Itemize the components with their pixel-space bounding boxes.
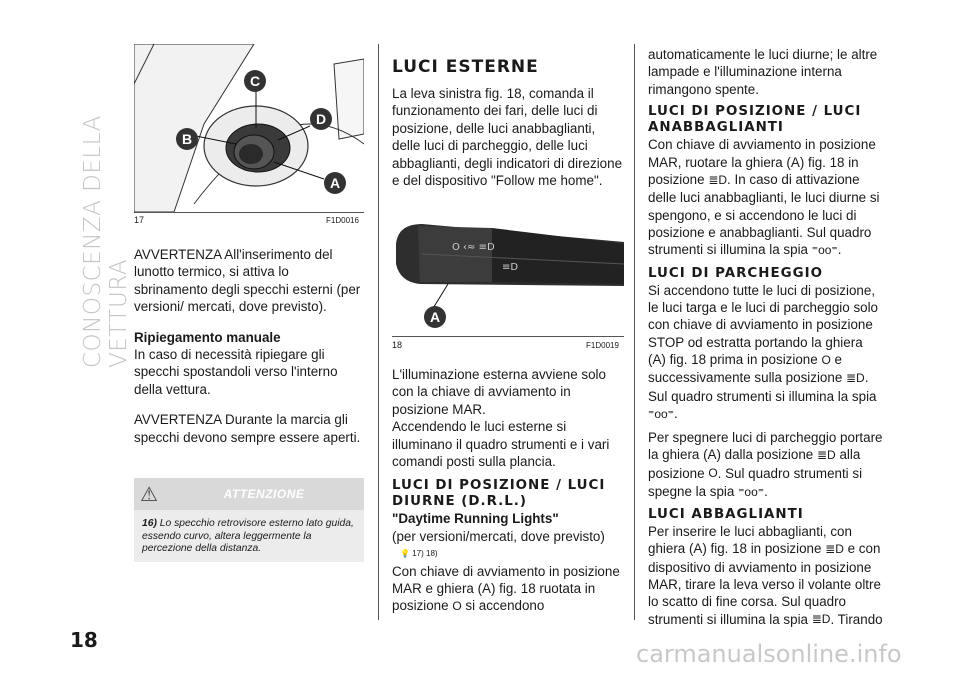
footer-watermark: carmanualsonline.info <box>636 640 902 668</box>
warning-rear-defrost: AVVERTENZA All'inserimento del lunotto termico, si attiva lo sbrinamento degli specchi esterni (per versioni/ mercati, dove previsto). <box>134 247 361 315</box>
parking-body-1: Si accendono tutte le luci di posizione, le luci targa e le luci di parcheggio solo con chiave di avviamento in posizione STOP od estratta portando la ghiera (A) fig. 18 prima in posizione <box>648 282 879 368</box>
figure-17-number: 17 <box>134 215 145 225</box>
high-beam-body-2: e con dispositivo di avviamento in posizione MAR, tirare la leva verso il volante oltre lo scatto di fine corsa. Sul quadro strumenti si illumina la spia <box>648 541 881 627</box>
low-beam-body-2: . In caso di attivazione delle luci anabbaglianti, le luci diurne si spengono, e si accendono le luci di posizione e anabbaglianti. Sul quadro strumenti si illumina la spia <box>648 172 880 258</box>
drl-activation-end: si accendono <box>465 598 545 614</box>
column-3 <box>648 46 884 642</box>
parking-off-body-3: . Sul quadro strumenti si spegne la spia <box>648 465 863 499</box>
section-side-title: CONOSCENZA DELLA VETTURA <box>80 115 132 368</box>
drl-activation-text <box>392 563 624 616</box>
low-beam-body-1: Con chiave di avviamento in posizione MAR, ruotare la ghiera (A) fig. 18 in posizione <box>648 137 876 188</box>
attention-body <box>134 510 364 562</box>
parking-off-body-1: Per spegnere luci di parcheggio portare la ghiera (A) dalla posizione <box>648 430 883 463</box>
column-divider-1 <box>378 44 379 620</box>
figure-18-code: F1D0019 <box>586 341 619 350</box>
heading-luci-esterne: LUCI ESTERNE <box>392 57 539 77</box>
off-position-icon-3: O <box>708 466 718 481</box>
position-lights-icon: ⁼oo⁼ <box>811 243 838 258</box>
callout-c: C <box>244 70 266 92</box>
low-beam-icon-2: ≣D <box>846 371 865 386</box>
attention-text: Lo specchio retrovisore esterno lato guida, essendo curvo, altera leggermente la percezione della distanza. <box>142 518 354 554</box>
subheading-daytime-running-lights: "Daytime Running Lights" <box>392 511 559 527</box>
key-position-text: L'illuminazione esterna avviene solo con la chiave di avviamento in posizione MAR. <box>392 367 606 417</box>
figure-18-rule <box>392 336 624 337</box>
warning-triangle-icon: ⚠ <box>140 483 158 506</box>
low-beam-text: Con chiave di avviamento in posizione MAR, ruotare la ghiera (A) fig. 18 in posizione ≣D. In caso di attivazione delle luci anabbaglianti, le luci diurne si spengono, e si accendono le luci di posizione e anabbaglianti. Sul quadro strumenti si illumina la spia ⁼oo⁼. <box>648 136 884 259</box>
parking-body-2: e successivamente sulla posizione <box>648 352 843 386</box>
off-position-icon: O <box>452 599 462 614</box>
high-beam-body-1: Per inserire le luci abbaglianti, con ghiera (A) fig. 18 in posizione <box>648 523 852 557</box>
callout-a: A <box>324 172 346 194</box>
parking-lights-icon: ⁼oo⁼ <box>648 406 675 421</box>
figure-17-rule <box>134 212 364 213</box>
callout-d: D <box>310 108 332 130</box>
low-beam-icon-3: ≣D <box>816 448 836 463</box>
column-2-bottom <box>392 366 624 629</box>
drl-continuation: automaticamente le luci diurne; le altre lampade e l'illuminazione interna rimangono spente. <box>648 47 878 97</box>
heading-luci-posizione-anabbaglianti: LUCI DI POSIZIONE / LUCI ANABBAGLIANTI <box>648 104 862 136</box>
high-beam-icon: ≣D <box>811 612 831 627</box>
low-beam-icon: ≣D <box>708 172 728 187</box>
figure-17 <box>134 44 364 212</box>
figure-17-code: F1D0016 <box>326 216 359 225</box>
parking-off-body-2: alla posizione <box>648 447 861 481</box>
availability-note: (per versioni/mercati, dove previsto) <box>392 528 605 544</box>
subheading-manual-folding: Ripiegamento manuale <box>134 329 281 345</box>
luci-esterne-intro: La leva sinistra fig. 18, comanda il funzionamento dei fari, delle luci di posizione, delle luci anabbaglianti, delle luci di parcheggio, delle luci abbaglianti, degli indicatori di direzione e del dispositivo "Follow me home". <box>392 86 623 189</box>
callout-b: B <box>176 128 198 150</box>
page-number: 18 <box>70 628 98 652</box>
reference-notes <box>392 545 624 562</box>
drl-activation-body: Con chiave di avviamento in posizione MAR e ghiera (A) fig. 18 ruotata in posizione <box>392 563 620 614</box>
attention-header <box>134 478 364 510</box>
parking-lights-icon-2: ⁼oo⁼ <box>738 484 765 499</box>
high-beam-body-3: . Tirando <box>830 611 883 627</box>
svg-text:O ‹≈ ≡D: O ‹≈ ≡D <box>452 242 495 253</box>
heading-luci-abbaglianti: LUCI ABBAGLIANTI <box>648 506 804 522</box>
figure-18 <box>392 214 624 334</box>
high-beam-text <box>648 523 884 629</box>
attention-number: 16) <box>142 518 157 529</box>
reference-numbers: 17) 18) <box>412 549 438 559</box>
figure-18-number: 18 <box>392 340 403 350</box>
instrument-illumination-text: Accendendo le luci esterne si illuminano il quadro strumenti e i vari comandi posti sulla plancia. <box>392 419 610 470</box>
off-position-icon-2: O <box>821 352 831 367</box>
column-1 <box>134 246 366 459</box>
attention-title: ATTENZIONE <box>223 487 305 501</box>
lamp-warning-icon: 💡 <box>400 549 410 559</box>
attention-box <box>134 478 364 562</box>
heading-luci-posizione-diurne: LUCI DI POSIZIONE / LUCI DIURNE (D.R.L.) <box>392 478 606 510</box>
heading-luci-parcheggio: LUCI DI PARCHEGGIO <box>648 265 823 281</box>
warning-mirrors-open: AVVERTENZA Durante la marcia gli specchi devono sempre essere aperti. <box>134 412 361 445</box>
callout-a-fig18: A <box>424 306 446 328</box>
parking-body-3: . Sul quadro strumenti si illumina la spia <box>648 370 877 404</box>
parking-lights-text: Si accendono tutte le luci di posizione, le luci targa e le luci di parcheggio solo con chiave di avviamento in posizione STOP od estratta portando la ghiera (A) fig. 18 prima in posizione O e successivamente sulla posizione ≣D. Sul quadro strumenti si illumina la spia ⁼oo⁼. <box>648 282 884 424</box>
manual-folding-text: In caso di necessità ripiegare gli specchi spostandoli verso l'interno della vettura. <box>134 347 338 397</box>
column-divider-2 <box>634 44 635 620</box>
parking-off-text: Per spegnere luci di parcheggio portare la ghiera (A) dalla posizione ≣D alla posizione O. Sul quadro strumenti si spegne la spia ⁼oo⁼. <box>648 429 884 501</box>
svg-text:≡D: ≡D <box>502 262 519 273</box>
low-beam-icon-4: ≣D <box>825 542 844 557</box>
column-2-top <box>392 58 624 202</box>
